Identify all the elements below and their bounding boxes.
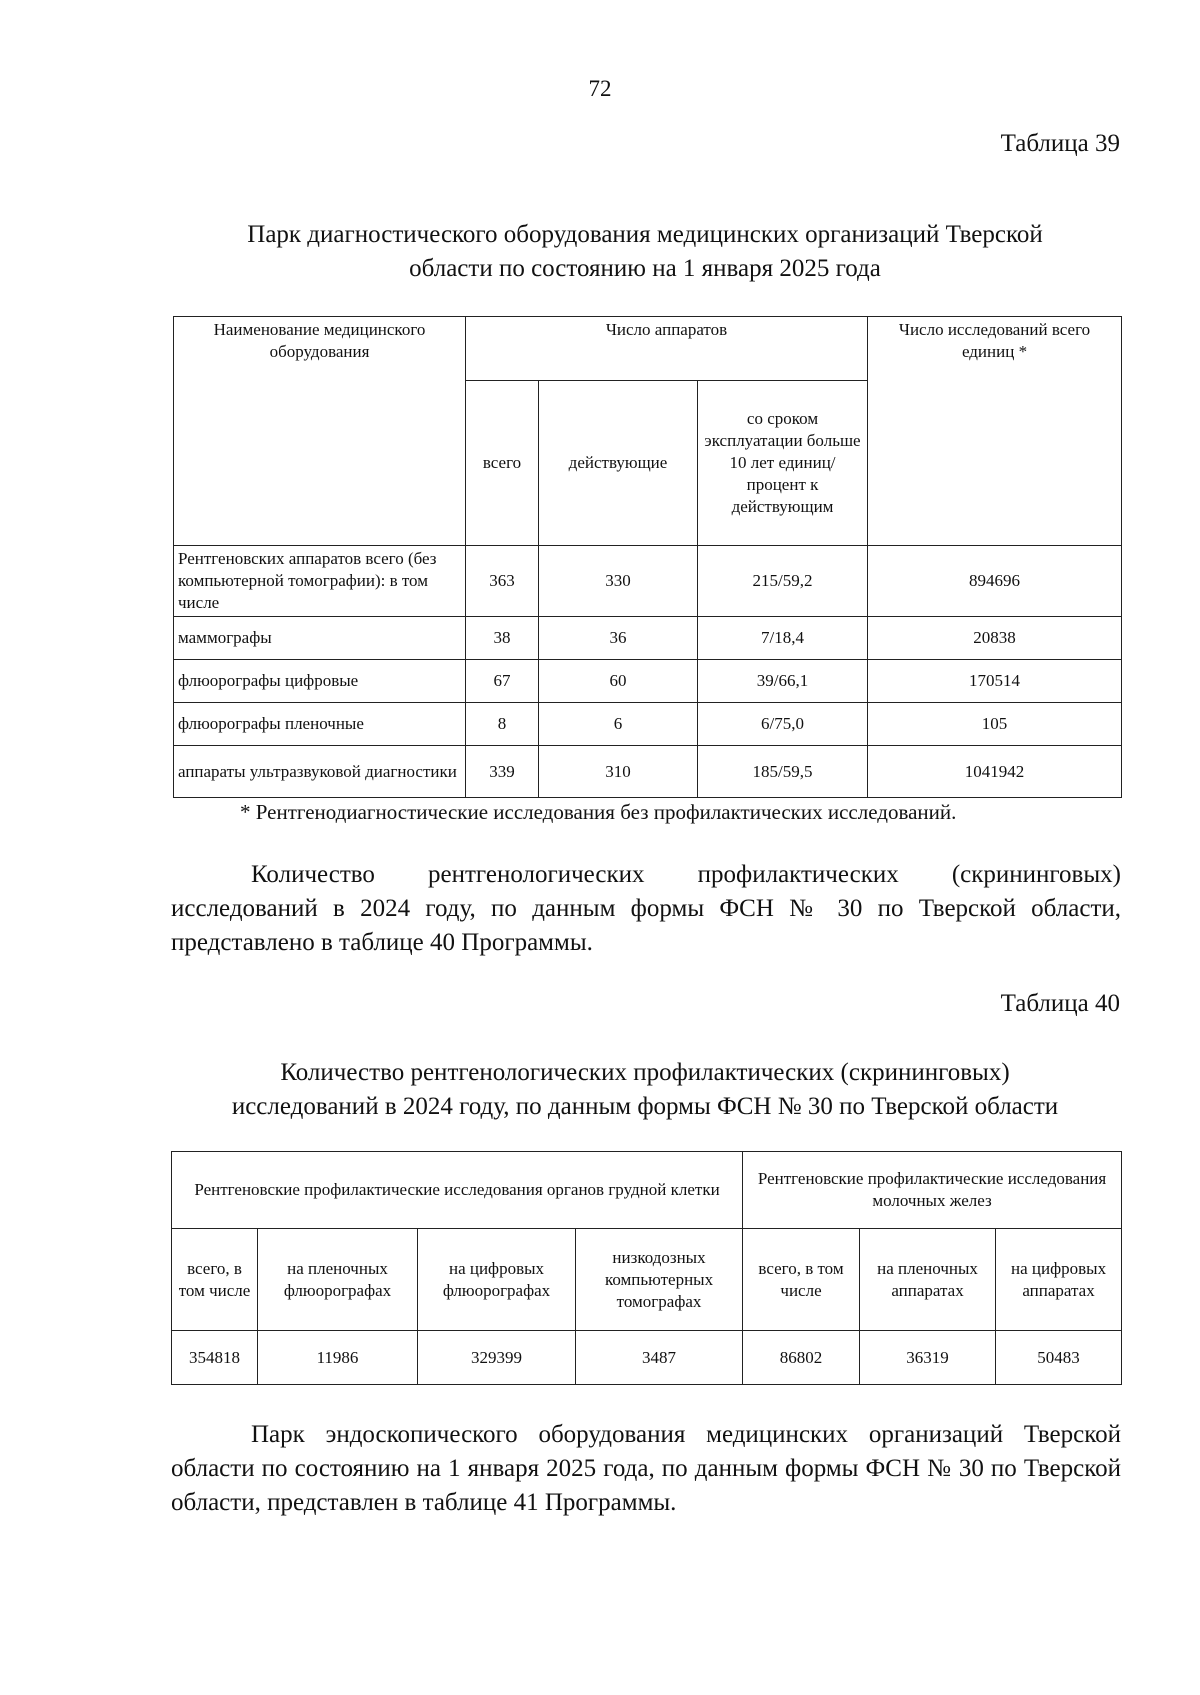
header-active: действующие <box>539 381 698 546</box>
cell-active: 6 <box>539 703 698 746</box>
group-breast-header: Рентгеновские профилактические исследования молочных желез <box>743 1152 1122 1229</box>
cell-value: 3487 <box>576 1331 743 1385</box>
cell-old: 39/66,1 <box>698 660 868 703</box>
header-name: Наименование медицинского оборудования <box>174 317 466 546</box>
cell-name: Рентгеновских аппаратов всего (без компьютерной томографии): в том числе <box>174 546 466 617</box>
cell-total: 363 <box>466 546 539 617</box>
page-number: 72 <box>588 76 612 101</box>
paragraph-1 <box>171 858 1121 960</box>
cell-studies: 105 <box>868 703 1122 746</box>
cell-value: 329399 <box>418 1331 576 1385</box>
group-chest-header: Рентгеновские профилактические исследования органов грудной клетки <box>172 1152 743 1229</box>
table-row <box>174 660 1122 703</box>
paragraph-2 <box>171 1418 1121 1520</box>
table-row <box>172 1331 1122 1385</box>
cell-name: флюорографы цифровые <box>174 660 466 703</box>
table-row <box>174 546 1122 617</box>
cell-name: флюорографы пленочные <box>174 703 466 746</box>
table-row <box>174 746 1122 798</box>
cell-old: 6/75,0 <box>698 703 868 746</box>
cell-total: 67 <box>466 660 539 703</box>
table-39 <box>173 316 1122 798</box>
table-row <box>174 703 1122 746</box>
cell-studies: 894696 <box>868 546 1122 617</box>
table-40-label: Таблица 40 <box>1000 990 1120 1017</box>
cell-studies: 1041942 <box>868 746 1122 798</box>
table-row <box>174 617 1122 660</box>
cell-total: 38 <box>466 617 539 660</box>
header-studies: Число исследований всего единиц * <box>868 317 1122 546</box>
column-header: всего, в том числе <box>743 1229 860 1331</box>
header-old: со сроком эксплуатации больше 10 лет единиц/ процент к действующим <box>698 381 868 546</box>
paragraph-text: Количество рентгенологических профилактических (скрининговых) исследований в 2024 году, по данным формы ФСН № 30 по Тверской области, представлено в таблице 40 Программы. <box>171 861 1121 956</box>
column-header: на пленочных флюорографах <box>258 1229 418 1331</box>
cell-active: 60 <box>539 660 698 703</box>
title-line: Количество рентгенологических профилактических (скрининговых) <box>280 1059 1010 1086</box>
table-40-title <box>170 1056 1120 1124</box>
table-40 <box>171 1151 1122 1385</box>
cell-value: 11986 <box>258 1331 418 1385</box>
title-line: области по состоянию на 1 января 2025 года <box>409 255 881 282</box>
cell-value: 36319 <box>860 1331 996 1385</box>
cell-value: 354818 <box>172 1331 258 1385</box>
column-header: на цифровых аппаратах <box>996 1229 1122 1331</box>
cell-old: 185/59,5 <box>698 746 868 798</box>
column-header: на цифровых флюорографах <box>418 1229 576 1331</box>
paragraph-text: Парк эндоскопического оборудования медицинских организаций Тверской области по состоянию на 1 января 2025 года, по данным формы ФСН № 30 по Тверской области, представлен в таблице 41 Программы. <box>171 1421 1121 1516</box>
cell-value: 50483 <box>996 1331 1122 1385</box>
column-header: всего, в том числе <box>172 1229 258 1331</box>
header-total: всего <box>466 381 539 546</box>
cell-active: 36 <box>539 617 698 660</box>
cell-name: аппараты ультразвуковой диагностики <box>174 746 466 798</box>
cell-name: маммографы <box>174 617 466 660</box>
cell-studies: 170514 <box>868 660 1122 703</box>
table-39-title <box>170 218 1120 286</box>
cell-total: 8 <box>466 703 539 746</box>
table-39-footnote: * Рентгенодиагностические исследования без профилактических исследований. <box>240 800 957 824</box>
header-devices: Число аппаратов <box>466 317 868 381</box>
cell-total: 339 <box>466 746 539 798</box>
table-39-label: Таблица 39 <box>1000 130 1120 157</box>
title-line: Парк диагностического оборудования медицинских организаций Тверской <box>247 221 1043 248</box>
title-line: исследований в 2024 году, по данным формы ФСН № 30 по Тверской области <box>231 1093 1059 1120</box>
cell-old: 215/59,2 <box>698 546 868 617</box>
cell-value: 86802 <box>743 1331 860 1385</box>
cell-active: 310 <box>539 746 698 798</box>
column-header: низкодозных компьютерных томографах <box>576 1229 743 1331</box>
column-header: на пленочных аппаратах <box>860 1229 996 1331</box>
cell-studies: 20838 <box>868 617 1122 660</box>
cell-old: 7/18,4 <box>698 617 868 660</box>
cell-active: 330 <box>539 546 698 617</box>
